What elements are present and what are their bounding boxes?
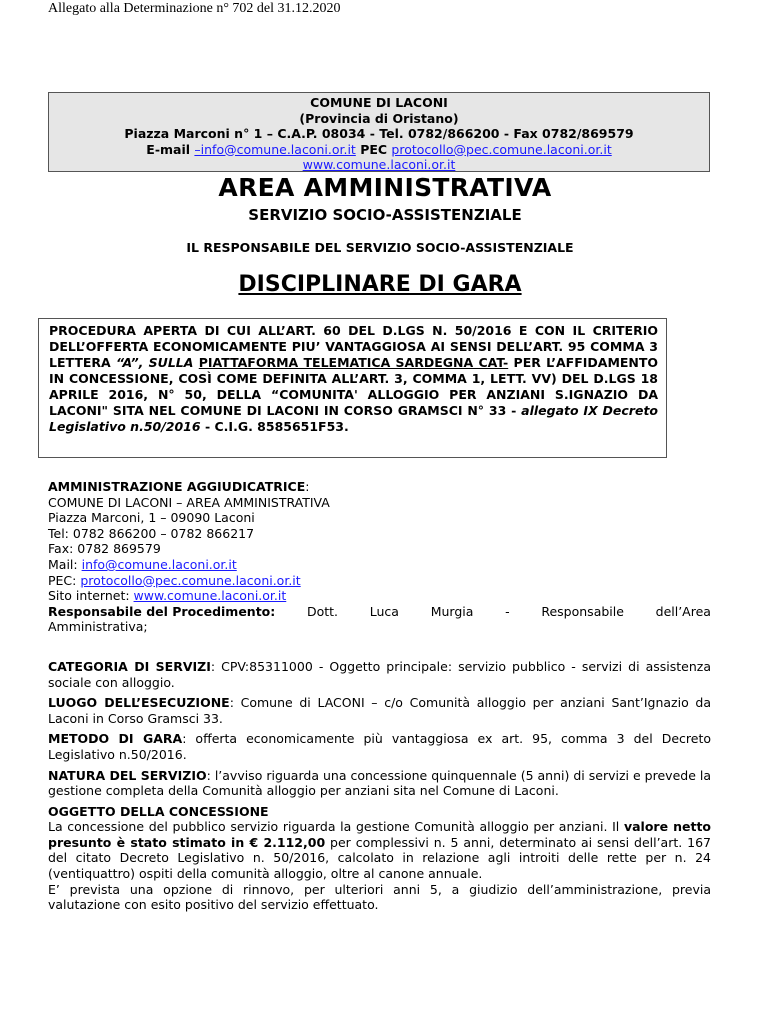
document-title: DISCIPLINARE DI GARA — [238, 272, 522, 297]
responsible-heading: IL RESPONSABILE DEL SERVIZIO SOCIO-ASSISTENZIALE — [186, 240, 574, 255]
admin-site-line: Sito internet: www.comune.laconi.or.it — [48, 588, 287, 604]
procedure-text-2: PER L’AFFIDAMENTO IN CONCESSIONE, COSÌ COME DEFINITA ALL’ART. 3, COMMA 1, LETT. VV) DEL D.LGS 18 APRILE 2016, N° 50, DELLA “COMUNITA' ALLOGGIO PER ANZIANI S.IGNAZIO DA LACONI" SITA NEL COMUNE DI LACONI IN CORSO GRAMSCI N° 33 - — [49, 355, 659, 418]
procedure-platform: PIATTAFORMA TELEMATICA SARDEGNA CAT- — [198, 355, 509, 370]
province-name: (Provincia di Oristano) — [299, 110, 459, 126]
method-paragraph: METODO DI GARA: offerta economicamente più vantaggiosa ex art. 95, comma 3 del Decreto Legislativo n.50/2016. — [48, 731, 711, 762]
municipality-header — [48, 92, 710, 172]
admin-phone: Tel: 0782 866200 – 0782 866217 — [48, 525, 255, 541]
admin-heading: AMMINISTRAZIONE AGGIUDICATRICE — [48, 479, 306, 494]
municipality-name: COMUNE DI LACONI — [310, 95, 448, 110]
area-title: AREA AMMINISTRATIVA — [218, 173, 552, 202]
admin-pec-line: PEC: protocollo@pec.comune.laconi.or.it — [48, 572, 301, 588]
pec-label: PEC — [360, 141, 388, 157]
category-label: CATEGORIA DI SERVIZI — [48, 658, 211, 674]
nature-label: NATURA DEL SERVIZIO — [48, 767, 207, 783]
admin-mail-link[interactable]: info@comune.laconi.or.it — [81, 556, 237, 572]
procedure-text-1: PROCEDURA APERTA DI CUI ALL’ART. 60 DEL D.LGS N. 50/2016 E CON IL CRITERIO DELL’OFFERTA ECONOMICAMENTE PIU’ VANTAGGIOSA AI SENSI DELL’ART. 95 COMMA 3 LETTERA — [49, 323, 658, 370]
procedure-cig: - C.I.G. 8585651F53. — [204, 419, 349, 434]
location-label: LUOGO DELL’ESECUZIONE — [48, 695, 230, 711]
admin-site-link[interactable]: www.comune.laconi.or.it — [133, 588, 287, 604]
admin-mail-line: Mail: info@comune.laconi.or.it — [48, 556, 237, 572]
responsible-label: Responsabile del Procedimento: — [48, 603, 276, 619]
estimated-value: valore netto presunto è stato stimato in € 2.112,00 — [48, 819, 712, 850]
admin-responsible-line-2: Amministrativa; — [48, 619, 148, 635]
admin-responsible-line: Responsabile del Procedimento: Dott. Luca Murgia - Responsabile dell’Area — [48, 603, 711, 619]
email-link[interactable]: –info@comune.laconi.or.it — [194, 141, 356, 157]
location-paragraph: LUOGO DELL’ESECUZIONE: Comune di LACONI – c/o Comunità alloggio per anziani Sant’Ignazio da Laconi in Corso Gramsci 33. — [48, 695, 711, 726]
municipality-address: Piazza Marconi n° 1 – C.A.P. 08034 - Tel. 0782/866200 - Fax 0782/869579 — [124, 126, 634, 141]
contact-line — [49, 142, 709, 158]
admin-address: Piazza Marconi, 1 – 09090 Laconi — [48, 510, 255, 526]
admin-heading-line: AMMINISTRAZIONE AGGIUDICATRICE: — [48, 479, 310, 494]
determination-note: Allegato alla Determinazione n° 702 del 31.12.2020 — [48, 1, 341, 16]
admin-fax: Fax: 0782 869579 — [48, 541, 161, 557]
procedure-box — [38, 318, 667, 458]
procedure-letter: “A”, SULLA — [116, 355, 194, 370]
procedure-annex: allegato IX Decreto Legislativo n.50/2016 — [49, 403, 659, 434]
renewal-paragraph: E’ prevista una opzione di rinnovo, per ulteriori anni 5, a giudizio dell’amministrazione, previa valutazione con esito positivo del servizio effettuato. — [48, 881, 711, 913]
main-content — [48, 479, 711, 913]
concession-paragraph: La concessione del pubblico servizio riguarda la gestione Comunità alloggio per anziani. Il valore netto presunto è stato stimato in € 2.112,00 per complessivi n. 5 anni, determinato ai sensi dell’art. 167 del citato Decreto Legislativo n. 50/2016, calcolato in relazione agli introiti delle rette per n. 24 (ventiquattro) ospiti della comunità alloggio, oltre al canone annuale. — [48, 819, 712, 882]
method-label: METODO DI GARA — [48, 731, 183, 747]
admin-line-1: COMUNE DI LACONI – AREA AMMINISTRATIVA — [48, 494, 330, 510]
concession-heading: OGGETTO DELLA CONCESSIONE — [48, 803, 269, 819]
nature-paragraph: NATURA DEL SERVIZIO: l’avviso riguarda una concessione quinquennale (5 anni) di servizi e prevede la gestione completa della Comunità alloggio per anziani sita nel Comune di Laconi. — [48, 767, 712, 799]
pec-link[interactable]: protocollo@pec.comune.laconi.or.it — [391, 141, 612, 157]
service-subtitle: SERVIZIO SOCIO-ASSISTENZIALE — [248, 206, 522, 224]
email-label: E-mail — [146, 141, 191, 157]
category-paragraph: CATEGORIA DI SERVIZI: CPV:85311000 - Oggetto principale: servizio pubblico - servizi di assistenza sociale con alloggio. — [48, 658, 711, 690]
admin-pec-link[interactable]: protocollo@pec.comune.laconi.or.it — [80, 572, 301, 588]
website-link[interactable]: www.comune.laconi.or.it — [302, 157, 456, 172]
